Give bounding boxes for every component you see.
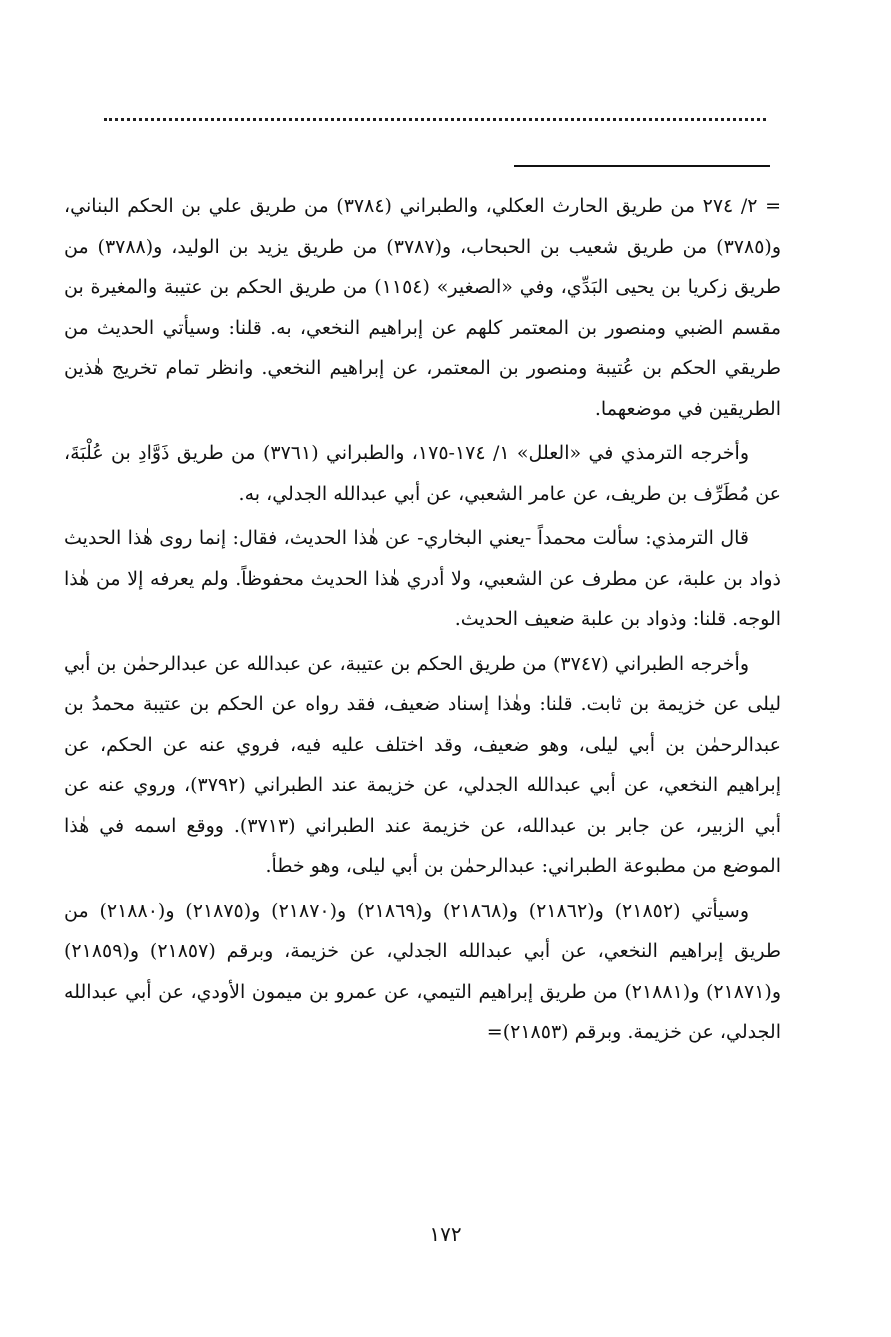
footnote-paragraph-5: وسيأتي (٢١٨٥٢) و(٢١٨٦٢) و(٢١٨٦٨) و(٢١٨٦٩) و(٢١٨٧٠) و(٢١٨٧٥) و(٢١٨٨٠) من طريق إبراهيم النخعي، عن أبي عبدالله الجدلي، عن خزيمة، وبرقم (٢١٨٥٧) و(٢١٨٥٩) و(٢١٨٧١) و(٢١٨٨١) من طريق إبراهيم التيمي، عن عمرو بن ميمون الأودي، عن أبي عبدالله الجدلي، عن خزيمة. وبرقم (٢١٨٥٣)= (64, 899, 782, 1043)
footnote-paragraph-2: وأخرجه الترمذي في «العلل» ١/ ١٧٤-١٧٥، والطبراني (٣٧٦١) من طريق ذَوَّادِ بن عُلْبَةَ، عن مُطَرِّف بن طريف، عن عامر الشعبي، عن أبي عبدالله الجدلي، به. (64, 442, 781, 505)
footnote-paragraph-3: قال الترمذي: سألت محمداً -يعني البخاري- عن هٰذا الحديث، فقال: إنما روى هٰذا الحديث ذواد بن علبة، عن مطرف عن الشعبي، ولا أدري هٰذا الحديث محفوظاً. ولم يعرفه إلا من هٰذا الوجه. قلنا: وذواد بن علبة ضعيف الحديث. (64, 527, 781, 630)
footnote-paragraph-1: = ٢/ ٢٧٤ من طريق الحارث العكلي، والطبراني (٣٧٨٤) من طريق علي بن الحكم البناني، و(٣٧٨٥) من طريق شعيب بن الحبحاب، و(٣٧٨٧) من طريق يزيد بن الوليد، و(٣٧٨٨) من طريق زكريا بن يحيى البَدِّي، وفي «الصغير» (١١٥٤) من طريق الحكم بن عتيبة والمغيرة بن مقسم الضبي ومنصور بن المعتمر كلهم عن إبراهيم النخعي، به. قلنا: وسيأتي الحديث من طريقي الحكم بن عُتيبة ومنصور بن المعتمر، عن إبراهيم النخعي. وانظر تمام تخريج هٰذين الطريقين في موضعهما. (64, 195, 782, 420)
footnote-separator-line (514, 165, 770, 167)
header-dotted-rule (104, 118, 766, 121)
footnote-text-block (64, 186, 781, 1057)
footnote-paragraph-4: وأخرجه الطبراني (٣٧٤٧) من طريق الحكم بن عتيبة، عن عبدالله عن عبدالرحمٰن بن أبي ليلى عن خزيمة بن ثابت. قلنا: وهٰذا إسناد ضعيف، فقد رواه عن الحكم بن عتيبة محمدُ بن عبدالرحمٰن بن أبي ليلى، وهو ضعيف، وقد اختلف عليه فيه، فروي عنه عن الحكم، عن إبراهيم النخعي، عن أبي عبدالله الجدلي، عن خزيمة عند الطبراني (٣٧٩٢)، وروي عنه عن أبي الزبير، عن جابر بن عبدالله، عن خزيمة عند الطبراني (٣٧١٣). ووقع اسمه في هٰذا الموضع من مطبوعة الطبراني: عبدالرحمٰن بن أبي ليلى، وهو خطأ. (64, 652, 781, 877)
page-number: ١٧٢ (429, 1222, 462, 1246)
